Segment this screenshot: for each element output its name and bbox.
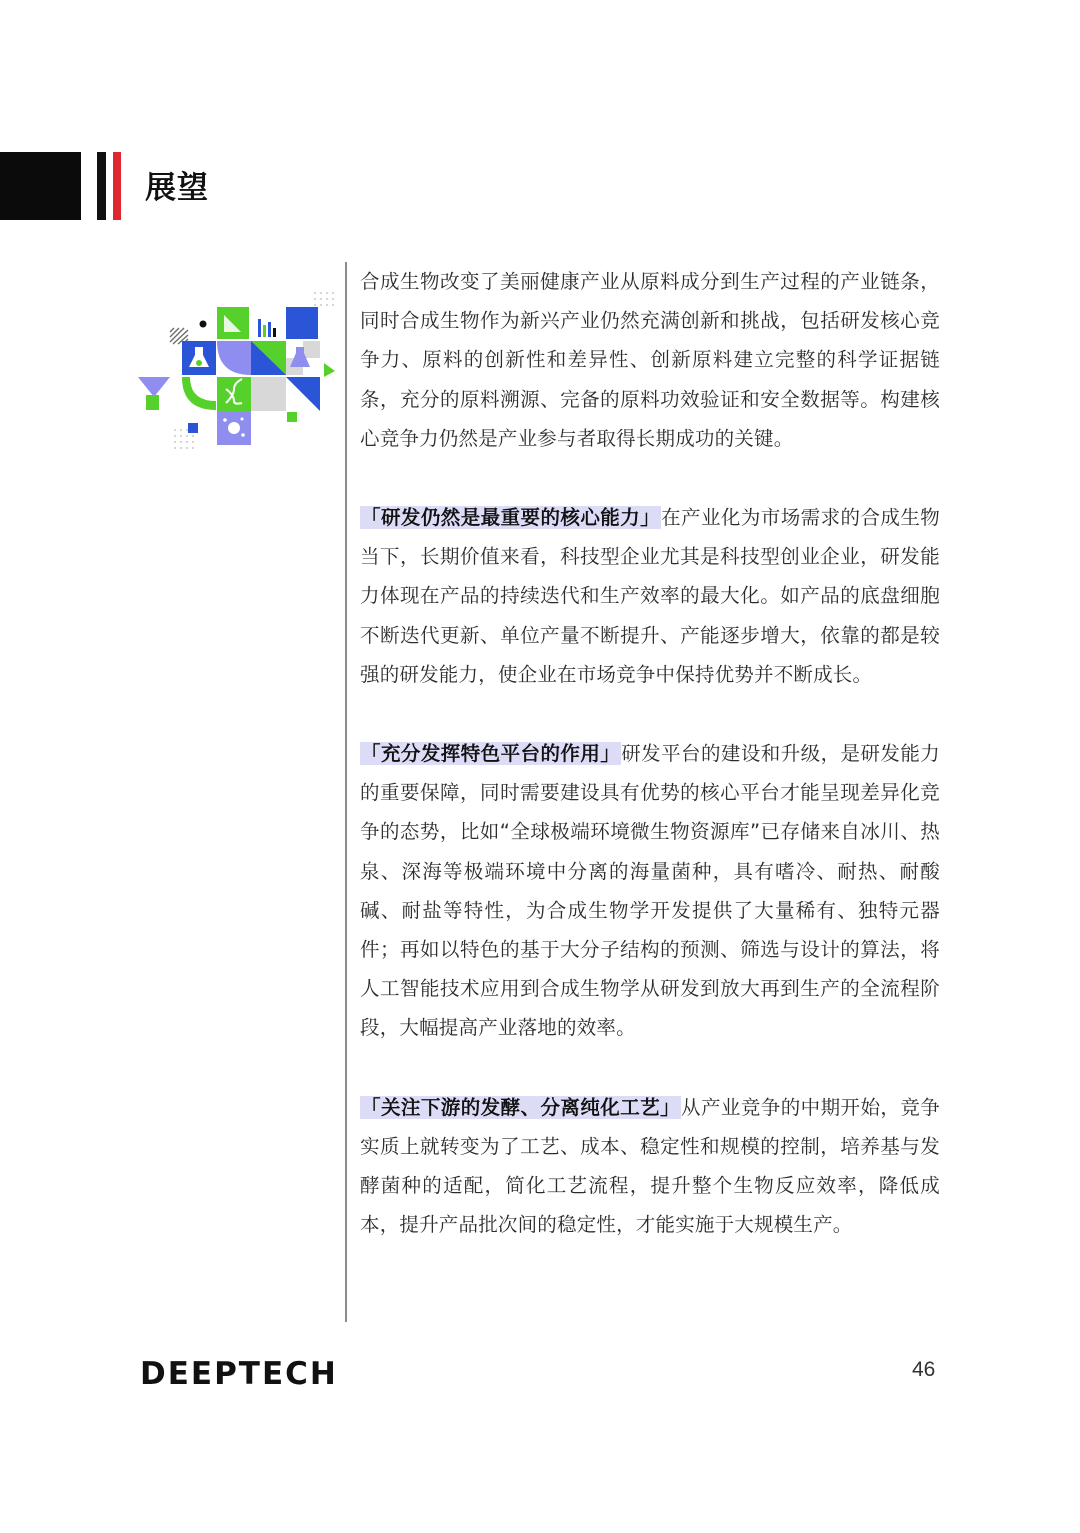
header-black-block (0, 152, 81, 220)
header-red-stripe (113, 152, 121, 220)
paragraph-text: 合成生物改变了美丽健康产业从原料成分到生产过程的产业链条，同时合成生物作为新兴产业仍然充满创新和挑战，包括研发核心竞争力、原料的创新性和差异性、创新原料建立完整的科学证据链条，充分的原料溯源、完备的原料功效验证和安全数据等。构建核心竞争力仍然是产业参与者取得长期成功的关键。 (360, 270, 940, 450)
paragraph-downstream (360, 1088, 940, 1245)
paragraph-text: 在产业化为市场需求的合成生物当下，长期价值来看，科技型企业尤其是科技型创业企业，研发能力体现在产品的持续迭代和生产效率的最大化。如产品的底盘细胞不断迭代更新、单位产量不断提升、产能逐步增大，依靠的都是较强的研发能力，使企业在市场竞争中保持优势并不断成长。 (360, 506, 940, 686)
paragraph-intro (360, 262, 940, 458)
paragraph-text: 从产业竞争的中期开始，竞争实质上就转变为了工艺、成本、稳定性和规模的控制，培养基与发酵菌种的适配，简化工艺流程，提升整个生物反应效率，降低成本，提升产品批次间的稳定性，才能实施于大规模生产。 (360, 1095, 940, 1237)
paragraph-rd (360, 498, 940, 694)
highlight-heading: 「研发仍然是最重要的核心能力」 (361, 506, 661, 530)
deeptech-logo (140, 1352, 338, 1396)
logo-text: DEEPTECH (140, 1356, 338, 1392)
blue-triangle (286, 377, 320, 411)
page-number: 46 (912, 1358, 936, 1381)
bar-chart-icon (258, 319, 276, 337)
black-dot (200, 321, 207, 328)
blue-square (286, 307, 318, 339)
paragraph-text: 研发平台的建设和升级，是研发能力的重要保障，同时需要建设具有优势的核心平台才能呈现差异化竞争的态势，比如“全球极端环境微生物资源库”已存储来自冰川、热泉、深海等极端环境中分离的海量菌种，具有嗜冷、耐热、耐酸碱、耐盐等特性，为合成生物学开发提供了大量稀有、独特元器件；再如以特色的基于大分子结构的预测、筛选与设计的算法，将人工智能技术应用到合成生物学从研发到放大再到生产的全流程阶段，大幅提高产业落地的效率。 (360, 742, 941, 1040)
paragraph-platform (360, 734, 940, 1048)
header-black-stripe (97, 152, 106, 220)
green-square (217, 307, 249, 339)
dot-grid-top-right (314, 292, 334, 306)
dna-tile (217, 377, 251, 411)
left-triangle (138, 377, 170, 397)
biotech-illustration (130, 285, 345, 460)
quarter-circle-tile (217, 341, 251, 375)
main-content (360, 262, 940, 1284)
section-title: 展望 (145, 170, 209, 206)
vertical-divider (345, 262, 347, 1322)
highlight-heading: 「充分发挥特色平台的作用」 (361, 742, 621, 766)
highlight-heading: 「关注下游的发酵、分离纯化工艺」 (361, 1095, 681, 1119)
